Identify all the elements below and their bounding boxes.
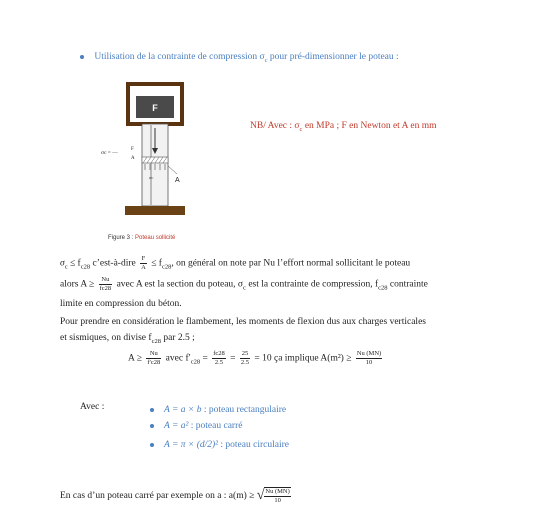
figure-frac-A: A	[131, 156, 135, 161]
column-figure	[95, 82, 195, 222]
avec-label: Avec :	[80, 402, 105, 412]
para1-line2: alors A ≥ $\frac{Nu}{fc28}$ avec A est la section du poteau, $\sigma_c$ est la contrainte de compression, $f_{c28}$ contrainte	[60, 275, 428, 292]
para2-line1: Pour prendre en considération le flambement, les moments de flexion dus aux charges verticales	[60, 317, 426, 327]
figure-sigma-c: σc	[149, 175, 154, 180]
para2-line2: et sismiques, on divise $f_{c28}$ par 2.5 ;	[60, 333, 195, 345]
square-column-line: En cas d’un poteau carré par exemple on a : a(m) ≥ √ $\frac{Nu (MN)}{10}$	[60, 488, 290, 504]
bullet-dot	[150, 443, 154, 447]
main-formula: A ≥ $\frac{Nu}{f'c28}$ avec $f'_{c28}$ = $\frac{fc28}{2.5}$ = $\frac{25}{2.5}$ = 10 ça implique A(m²) ≥ $\frac{Nu (MN)}{10}$	[128, 350, 382, 366]
list-item-circle: A = π × (d/2)² : poteau circulaire	[150, 440, 289, 450]
figure-caption	[108, 235, 175, 241]
section-plane	[142, 157, 168, 163]
para1-line3: limite en compression du béton.	[60, 299, 182, 310]
frac-Nu-fc28: $\frac{Nu}{fc28}$	[99, 275, 112, 292]
caption-prefix: Figure 3 :	[108, 235, 136, 241]
figure-F-box: F	[152, 103, 158, 113]
bullet-dot	[80, 55, 84, 59]
units-note	[250, 120, 460, 136]
frac-F-A: $\frac{F}{A}$	[141, 255, 146, 271]
note-tail: en MPa ; F en Newton et A en mm	[302, 121, 437, 131]
bullet-dot	[150, 408, 154, 412]
bullet-text: Utilisation de la contrainte de compression σ	[94, 52, 265, 62]
list-item-square: A = a² : poteau carré	[150, 421, 242, 431]
figure-sigma: σc = —	[101, 150, 118, 156]
bullet-dot	[150, 424, 154, 428]
section-bullet	[80, 52, 399, 64]
sqrt-frac: $\frac{Nu (MN)}{10}$	[265, 488, 290, 504]
bullet-tail: pour pré-dimensionner le poteau :	[267, 52, 399, 62]
para1-line1: $\sigma_c \le f_{c28}$ c’est-à-dire $\frac{F}{A}$ ≤ $f_{c28}$, on général on note par Nu l’effort normal sollicitant le poteau	[60, 255, 411, 271]
figure-A: A	[175, 177, 180, 184]
sqrt-symbol: √	[256, 488, 265, 503]
note-text: NB/ Avec : σ	[250, 121, 300, 131]
base-block	[125, 206, 185, 215]
caption-title: Poteau sollicité	[135, 235, 176, 241]
bullet-sub: c	[264, 56, 268, 64]
figure-frac-F: F	[131, 147, 134, 152]
paragraph-2	[60, 314, 480, 350]
paragraph-1	[60, 255, 480, 312]
note-sub: c	[299, 125, 303, 133]
list-item-rect: A = a × b : poteau rectangulaire	[150, 405, 286, 415]
